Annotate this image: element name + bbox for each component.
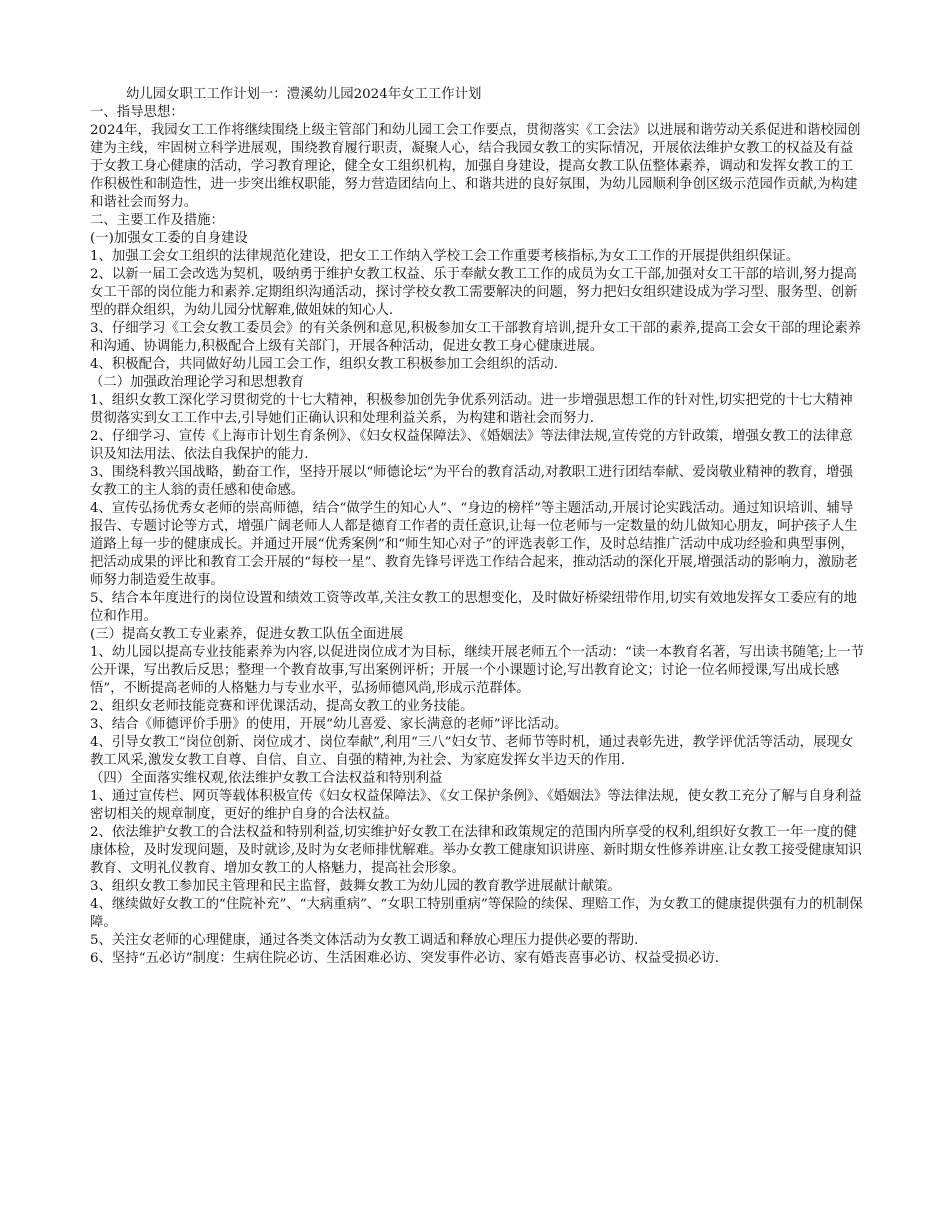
list-item: 1、通过宣传栏、网页等载体积极宣传《妇女权益保障法》、《女工保护条例》、《婚姻法》等法律法规，使女教工充分了解与自身利益密切相关的规章制度，更好的维护自身的合法权益。 [90, 789, 862, 822]
list-item: 2、依法维护女教工的合法权益和特别利益,切实维护好女教工在法律和政策规定的范围内所享受的权利,组织好女教工一年一度的健康体检，及时发现问题，及时就诊,及时为女老师排忧解难。举办女教工健康知识讲座、新时期女性修养讲座.让女教工接受健康知识教育、文明礼仪教育、增加女教工的人格魅力，提高社会形象。 [90, 825, 862, 876]
paragraph: 2024年，我园女工工作将继续围绕上级主管部门和幼儿园工会工作要点，贯彻落实《工会法》以进展和谐劳动关系促进和谐校园创建为主线，牢固树立科学进展观，围绕教育履行职责，凝聚人心，结合我园女教工的实际情况，开展依法维护女教工的权益及有益于女教工身心健康的活动，学习教育理论，健全女工组织机构，加强自身建设，提高女教工队伍整体素养，调动和发挥女教工的工作积极性和制造性，进一步突出维权职能，努力营造团结向上、和谐共进的良好氛围，为幼儿园顺利争创区级示范园作贡献,为构建和谐社会而努力。 [90, 123, 861, 210]
list-item: 3、结合《师德评价手册》的使用，开展“幼儿喜爱、家长满意的老师”评比活动。 [90, 717, 568, 732]
section-heading-2: （二）加强政治理论学习和思想教育 [90, 375, 305, 390]
list-item: 3、组织女教工参加民主管理和民主监督，鼓舞女教工为幼儿园的教育教学进展献计献策。 [90, 879, 621, 894]
list-item: 4、宣传弘扬优秀女老师的崇高师德，结合“做学生的知心人”、“身边的榜样”等主题活动,开展讨论实践活动。通过知识培训、辅导报告、专题讨论等方式，增强广阔老师人人都是德育工作者的责任意识,让每一位老师与一定数量的幼儿做知心朋友，呵护孩子人生道路上每一步的健康成长。并通过开展“优秀案例”和“师生知心对子”的评选表彰工作，及时总结推广活动中成功经验和典型事例，把活动成果的评比和教育工会开展的“每校一星”、教育先锋号评选工作结合起来，推动活动的深化开展,增强活动的影响力，激励老师努力制造爱生故事。 [90, 501, 858, 588]
document-body [90, 86, 865, 968]
list-item: 5、关注女老师的心理健康，通过各类文体活动为女教工调适和释放心理压力提供必要的帮助. [90, 933, 639, 948]
section-heading-1: (一)加强女工委的自身建设 [90, 231, 248, 246]
list-item: 4、引导女教工“岗位创新、岗位成才、岗位奉献”,利用“三八”妇女节、老师节等时机，通过表彰先进，教学评优活等活动，展现女教工风采,激发女教工自尊、自信、自立、自强的精神,为社会、为家庭发挥女半边天的作用. [90, 735, 854, 768]
list-item: 1、幼儿园以提高专业技能素养为内容,以促进岗位成才为目标，继续开展老师五个一活动：“读一本教育名著，写出读书随笔;上一节公开课，写出教后反思；整理一个教育故事,写出案例评析；开展一个小课题讨论,写出教育论文；讨论一位名师授课,写出成长感悟”，不断提高老师的人格魅力与专业水平，弘扬师德风尚,形成示范群体。 [90, 645, 865, 696]
list-item: 3、仔细学习《工会女教工委员会》的有关条例和意见,积极参加女工干部教育培训,提升女工干部的素养,提高工会女干部的理论素养和沟通、协调能力,积极配合上级有关部门，开展各种活动，促进女教工身心健康进展。 [90, 321, 862, 354]
document-title: 幼儿园女职工工作计划一：澧溪幼儿园2024年女工工作计划 [126, 87, 482, 102]
list-item: 4、积极配合，共同做好幼儿园工会工作，组织女教工积极参加工会组织的活动. [90, 357, 559, 372]
heading-main-work: 二、主要工作及措施： [90, 213, 224, 228]
list-item: 1、组织女教工深化学习贯彻党的十七大精神，积极参加创先争优系列活动。进一步增强思想工作的针对性,切实把党的十七大精神贯彻落实到女工工作中去,引导她们正确认识和处理利益关系，为构建和谐社会而努力. [90, 393, 853, 426]
list-item: 2、以新一届工会改选为契机，吸纳勇于维护女教工权益、乐于奉献女教工工作的成员为女工干部,加强对女工干部的培训,努力提高女工干部的岗位能力和素养.定期组织沟通活动，探讨学校女教工需要解决的问题，努力把妇女组织建设成为学习型、服务型、创新型的群众组织，为幼儿园分忧解难,做姐妹的知心人. [90, 267, 858, 318]
list-item: 5、结合本年度进行的岗位设置和绩效工资等改革,关注女教工的思想变化，及时做好桥梁纽带作用,切实有效地发挥女工委应有的地位和作用。 [90, 591, 857, 624]
section-heading-4: （四）全面落实维权观,依法维护女教工合法权益和特别利益 [90, 771, 443, 786]
list-item: 2、仔细学习、宣传《上海市计划生育条例》、《妇女权益保障法》、《婚姻法》等法律法规,宣传党的方针政策，增强女教工的法律意识及知法用法、依法自我保护的能力. [90, 429, 853, 462]
list-item: 4、继续做好女教工的“住院补充”、“大病重病”、“女职工特别重病”等保险的续保、理赔工作，为女教工的健康提供强有力的机制保障。 [90, 897, 863, 930]
heading-guiding-thought: 一、指导思想： [90, 105, 184, 120]
list-item: 2、组织女老师技能竞赛和评优课活动，提高女教工的业务技能。 [90, 699, 474, 714]
list-item: 3、围绕科教兴国战略，勤奋工作，坚持开展以“师德论坛”为平台的教育活动,对教职工进行团结奉献、爱岗敬业精神的教育，增强女教工的主人翁的责任感和使命感。 [90, 465, 853, 498]
section-heading-3: (三）提高女教工专业素养，促进女教工队伍全面进展 [90, 627, 404, 642]
list-item: 1、加强工会女工组织的法律规范化建设，把女工工作纳入学校工会工作重要考核指标,为女工工作的开展提供组织保证。 [90, 249, 800, 264]
list-item: 6、坚持“五必访”制度：生病住院必访、生活困难必访、突发事件必访、家有婚丧喜事必访、权益受损必访. [90, 951, 720, 966]
